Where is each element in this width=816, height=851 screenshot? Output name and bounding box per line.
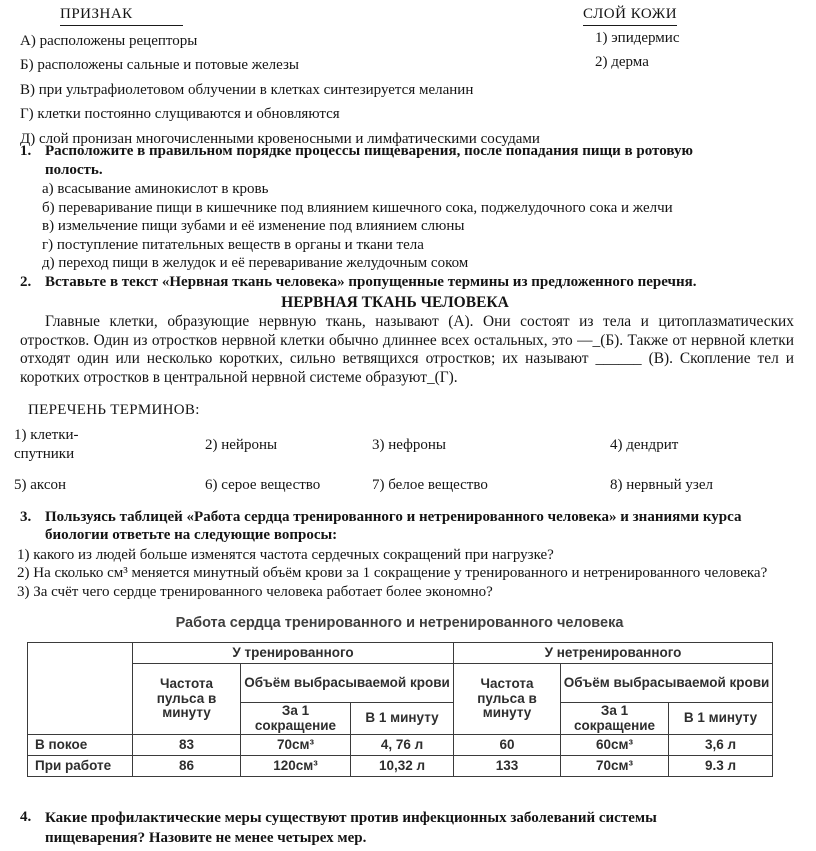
table-row-rest: [28, 735, 773, 756]
question-2-number: 2.: [20, 273, 32, 290]
heart-table-title: Работа сердца тренированного и нетренированного человека: [175, 615, 624, 631]
question-1-option-d: д) переход пищи в желудок и её переваривание желудочным соком: [42, 255, 469, 272]
matching-left-header: ПРИЗНАК: [60, 5, 183, 26]
per-minute-header-trained: В 1 минуту: [351, 703, 454, 735]
cell: 60см³: [561, 735, 669, 756]
question-3-title: Пользуясь таблицей «Работа сердца тренированного и нетренированного человека» и знаниями курса биологии ответьте на следующие вопросы:: [45, 508, 742, 544]
question-3-number: 3.: [20, 508, 32, 525]
per-beat-header-trained: За 1 сокращение: [241, 703, 351, 735]
heart-table: [27, 642, 773, 777]
matching-feature-v: В) при ультрафиолетовом облучении в клетках синтезируется меланин: [20, 81, 474, 98]
volume-header-untrained: Объём выбрасываемой крови: [561, 664, 773, 703]
cell: 4, 76 л: [351, 735, 454, 756]
question-1-option-g: г) поступление питательных веществ в органы и ткани тела: [42, 236, 424, 253]
term-8: 8) нервный узел: [610, 476, 713, 493]
group-header-trained: У тренированного: [133, 643, 454, 664]
cell: 10,32 л: [351, 756, 454, 777]
term-6: 6) серое вещество: [205, 476, 321, 493]
question-4: [0, 808, 816, 848]
question-3-sub-3: 3) За счёт чего сердце тренированного человека работает более экономно?: [17, 583, 493, 600]
pulse-header-untrained: Частота пульса в минуту: [454, 664, 561, 735]
question-3: [0, 508, 816, 545]
question-4-title: Какие профилактические меры существуют против инфекционных заболеваний системы пищеварения? Назовите не менее четырех мер.: [45, 810, 657, 846]
cell: 3,6 л: [669, 735, 773, 756]
cell: 83: [133, 735, 241, 756]
row-label-rest: В покое: [28, 735, 133, 756]
table-row-work: [28, 756, 773, 777]
cell: 70см³: [561, 756, 669, 777]
terms-list: [14, 426, 816, 495]
per-minute-header-untrained: В 1 минуту: [669, 703, 773, 735]
cell: 60: [454, 735, 561, 756]
question-1-number: 1.: [20, 143, 32, 159]
matching-feature-g: Г) клетки постоянно слущиваются и обновляются: [20, 106, 340, 122]
matching-layer-epidermis: 1) эпидермис: [595, 30, 680, 46]
matching-section: [0, 0, 816, 147]
row-label-work: При работе: [28, 756, 133, 777]
group-header-untrained: У нетренированного: [454, 643, 773, 664]
question-1-option-v: в) измельчение пищи зубами и её изменение под влиянием слюны: [42, 218, 465, 235]
matching-feature-d: Д) слой пронизан многочисленными кровеносными и лимфатическими сосудами: [20, 130, 540, 147]
term-5: 5) аксон: [14, 476, 67, 493]
term-1: 1) клетки-спутники: [14, 426, 79, 463]
term-4: 4) дендрит: [610, 436, 679, 453]
question-2-paragraph: Главные клетки, образующие нервную ткань, называют (А). Они состоят из тела и цитоплазматических отростков. Один из отростков нервной клетки обычно длиннее всех остальных, это —_(Б). Также от нервной клетки отходят один или несколько коротких, сильно ветвящихся отростков; их называют ______ (В). Скопление тел и коротких отростков в центральной нервной системе образуют_(Г).: [20, 312, 794, 387]
question-3-sub-2: 2) На сколько см³ меняется минутный объём крови за 1 сокращение у тренированного и нетренированного человека?: [17, 565, 768, 582]
cell: 70см³: [241, 735, 351, 756]
matching-layer-derma: 2) дерма: [595, 54, 649, 70]
term-7: 7) белое вещество: [372, 476, 488, 493]
term-3: 3) нефроны: [372, 436, 446, 453]
question-1-option-b: б) переваривание пищи в кишечнике под влиянием кишечного сока, поджелудочного сока и желчи: [42, 199, 673, 216]
pulse-header-trained: Частота пульса в минуту: [133, 664, 241, 735]
matching-feature-a: А) расположены рецепторы: [20, 32, 198, 49]
matching-right-header: СЛОЙ КОЖИ: [583, 5, 677, 26]
question-2-title: Вставьте в текст «Нервная ткань человека» пропущенные термины из предложенного перечня.: [45, 273, 697, 290]
question-1-option-a: а) всасывание аминокислот в кровь: [42, 181, 269, 197]
volume-header-trained: Объём выбрасываемой крови: [241, 664, 454, 703]
cell: 86: [133, 756, 241, 777]
question-2: [0, 273, 816, 292]
question-1: [0, 142, 816, 273]
cell: 9.3 л: [669, 756, 773, 777]
question-3-sub-1: 1) какого из людей больше изменятся частота сердечных сокращений при нагрузке?: [17, 546, 554, 563]
cell: 120см³: [241, 756, 351, 777]
question-2-text-heading: НЕРВНАЯ ТКАНЬ ЧЕЛОВЕКА: [281, 293, 509, 311]
cell: 133: [454, 756, 561, 777]
corner-cell: [28, 643, 133, 735]
term-2: 2) нейроны: [205, 436, 278, 453]
question-4-number: 4.: [20, 809, 32, 825]
matching-feature-b: Б) расположены сальные и потовые железы: [20, 57, 299, 73]
terms-list-header: ПЕРЕЧЕНЬ ТЕРМИНОВ:: [28, 401, 200, 418]
question-1-title: Расположите в правильном порядке процессы пищеварения, после попадания пищи в ротовую полость.: [45, 143, 693, 178]
per-beat-header-untrained: За 1 сокращение: [561, 703, 669, 735]
question-3-subquestions: [17, 546, 810, 601]
